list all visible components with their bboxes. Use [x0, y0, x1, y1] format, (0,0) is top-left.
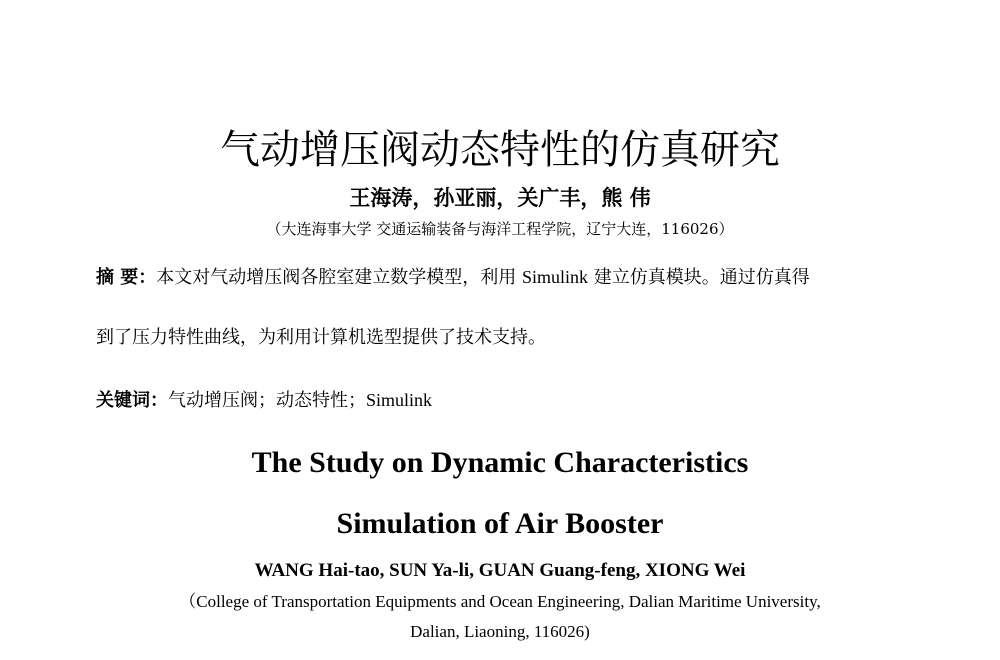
english-affiliation-line-2: Dalian, Liaoning, 116026)	[410, 622, 590, 641]
keywords-simulink: Simulink	[366, 390, 433, 410]
abstract-line-2: 到了压力特性曲线，为利用计算机选型提供了技术支持。	[96, 327, 546, 348]
chinese-authors: 王海涛，孙亚丽，关广丰，熊 伟	[349, 186, 651, 210]
english-title-line-1: The Study on Dynamic Characteristics	[251, 446, 749, 479]
keywords-label: 关键词：	[96, 390, 168, 411]
abstract-simulink: Simulink	[522, 267, 589, 287]
abstract-label: 摘 要：	[96, 267, 157, 288]
chinese-affiliation: （大连海事大学 交通运输装备与海洋工程学院，辽宁大连，116026）	[266, 220, 734, 238]
keywords-text: 气动增压阀；动态特性；	[168, 390, 366, 411]
abstract-line-1	[96, 264, 810, 291]
chinese-title: 气动增压阀动态特性的仿真研究	[220, 127, 780, 173]
english-title-line-2: Simulation of Air Booster	[336, 507, 664, 540]
abstract-text-a: 本文对气动增压阀各腔室建立数学模型，利用	[156, 267, 523, 288]
english-authors: WANG Hai-tao, SUN Ya-li, GUAN Guang-feng, XIONG Wei	[254, 560, 746, 581]
abstract-text-c: 建立仿真模块。通过仿真得	[588, 267, 810, 288]
keywords-line	[96, 387, 432, 414]
english-affiliation-line-1: （College of Transportation Equipments and Ocean Engineering, Dalian Maritime University,	[179, 592, 821, 611]
